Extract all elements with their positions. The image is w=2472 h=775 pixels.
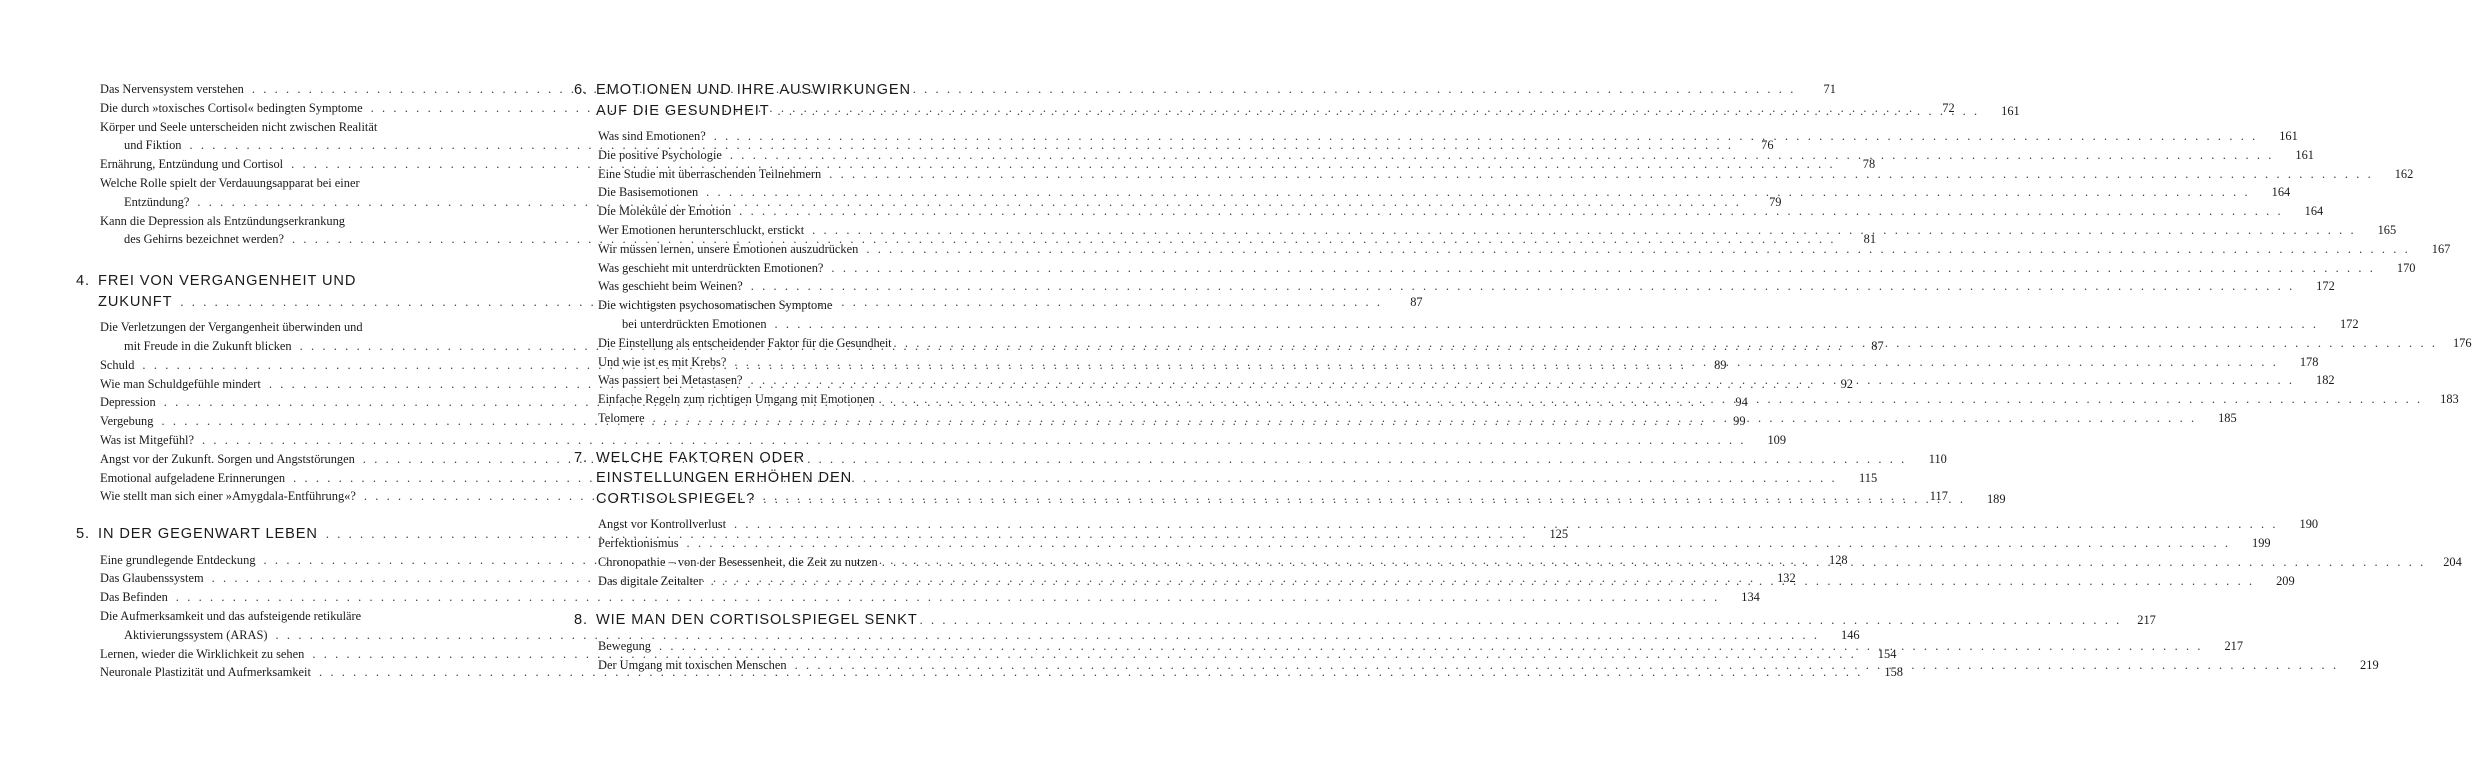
toc-entry[interactable]: Die positive Psychologie . . . 161 bbox=[598, 146, 946, 165]
page-number: 204 bbox=[2443, 554, 2462, 569]
page-number: 128 bbox=[1829, 552, 1848, 567]
toc-entry[interactable]: Emotional aufgeladene Erinnerungen . . . 115 bbox=[100, 469, 446, 488]
page-number: 189 bbox=[1986, 491, 2006, 506]
toc-entry[interactable]: Und wie ist es mit Krebs? . . . 178 bbox=[598, 353, 946, 372]
toc-entry[interactable]: Die Verletzungen der Vergangenheit überwinden und mit Freude in die Zukunft blicken . . . 87 bbox=[100, 318, 446, 356]
page-number: 172 bbox=[2316, 279, 2335, 294]
page-number: 176 bbox=[2452, 335, 2472, 350]
page-number: 161 bbox=[2279, 129, 2298, 143]
toc-entry[interactable]: Schuld . . . 89 bbox=[100, 356, 446, 375]
toc-entry[interactable]: Die Moleküle der Emotion . . . 164 bbox=[598, 202, 946, 221]
toc-entry[interactable]: Was sind Emotionen? . . . 161 bbox=[598, 127, 946, 146]
page-number: 99 bbox=[1733, 414, 1746, 429]
page-number: 87 bbox=[1871, 338, 1884, 353]
page-number: 125 bbox=[1549, 527, 1569, 542]
page-number: 161 bbox=[2001, 103, 2020, 118]
toc-entry[interactable]: Depression . . . 94 bbox=[100, 393, 446, 412]
toc-entry[interactable]: Kann die Depression als Entzündungserkrankung des Gehirns bezeichnet werden? . . . 81 bbox=[100, 212, 446, 250]
page-number: 162 bbox=[2394, 166, 2414, 181]
page-number: 146 bbox=[1841, 627, 1860, 642]
toc-entry[interactable]: Eine grundlegende Entdeckung . . . 128 bbox=[100, 551, 446, 570]
page-number: 89 bbox=[1714, 357, 1727, 372]
page-number: 81 bbox=[1863, 232, 1877, 247]
chapter-heading[interactable]: 8. WIE MAN DEN CORTISOLSPIEGEL SENKT . . . 217 bbox=[574, 610, 946, 631]
toc-entry[interactable]: Was passiert bei Metastasen? . . . 182 bbox=[598, 371, 946, 390]
page-number: 167 bbox=[2431, 241, 2451, 256]
toc-entry[interactable]: Das Nervensystem verstehen . . . 71 bbox=[100, 80, 446, 99]
chapter-number: 7. bbox=[574, 449, 588, 466]
page-number: 76 bbox=[1761, 138, 1774, 153]
page-number: 185 bbox=[2218, 410, 2237, 425]
chapter-heading[interactable]: 6. EMOTIONEN UND IHRE AUSWIRKUNGEN AUF DIE GESUNDHEIT . . . 161 bbox=[574, 80, 946, 121]
page-number: 217 bbox=[2137, 613, 2156, 628]
page-number: 183 bbox=[2440, 392, 2459, 407]
page-number: 79 bbox=[1769, 194, 1782, 209]
page-number: 199 bbox=[2252, 536, 2271, 551]
page-number: 172 bbox=[2339, 316, 2359, 331]
toc-entry[interactable]: Das digitale Zeitalter . . . 209 bbox=[598, 572, 946, 591]
toc-entry[interactable]: Welche Rolle spielt der Verdauungsapparat bei einer Entzündung? . . . 79 bbox=[100, 174, 446, 212]
page-number: 217 bbox=[2224, 638, 2244, 653]
chapter-heading[interactable]: 5. IN DER GEGENWART LEBEN . . . 125 bbox=[76, 524, 446, 545]
toc-entry[interactable]: Angst vor Kontrollverlust . . . 190 bbox=[598, 515, 946, 534]
page-number: 134 bbox=[1741, 590, 1760, 605]
toc-entry[interactable]: Telomere . . . 185 bbox=[598, 409, 946, 428]
page-number: 72 bbox=[1942, 100, 1955, 115]
toc-entry[interactable]: Eine Studie mit überraschenden Teilnehmern . . . 162 bbox=[598, 165, 946, 184]
toc-entry[interactable]: Die durch »toxisches Cortisol« bedingten Symptome . . . 72 bbox=[100, 99, 446, 118]
page-number: 182 bbox=[2316, 373, 2335, 388]
page-number: 158 bbox=[1884, 665, 1903, 680]
toc-entry[interactable]: Wie stellt man sich einer »Amygdala-Entführung«? . . . 117 bbox=[100, 487, 446, 506]
toc-entry[interactable]: Die wichtigsten psychosomatischen Symptome bei unterdrückten Emotionen . . . 172 bbox=[598, 296, 946, 334]
toc-entry[interactable]: Das Befinden . . . 134 bbox=[100, 588, 446, 607]
page-number: 209 bbox=[2276, 573, 2295, 588]
page-number: 219 bbox=[2360, 657, 2379, 672]
page-number: 92 bbox=[1840, 376, 1853, 391]
toc-entry[interactable]: Neuronale Plastizität und Aufmerksamkeit . . . 158 bbox=[100, 663, 446, 682]
toc-entry[interactable]: Wir müssen lernen, unsere Emotionen auszudrücken . . . 167 bbox=[598, 240, 946, 259]
toc-entry[interactable]: Einfache Regeln zum richtigen Umgang mit Emotionen . . . 183 bbox=[598, 390, 946, 409]
page-number: 109 bbox=[1767, 432, 1787, 447]
page-number: 110 bbox=[1928, 451, 1947, 466]
toc-entry[interactable]: Die Einstellung als entscheidender Faktor für die Gesundheit . . . 176 bbox=[598, 334, 946, 353]
toc-entry[interactable]: Was ist Mitgefühl? . . . 109 bbox=[100, 431, 446, 450]
toc-entry[interactable]: Das Glaubenssystem . . . 132 bbox=[100, 569, 446, 588]
toc-entry[interactable]: Vergebung . . . 99 bbox=[100, 412, 446, 431]
toc-entry[interactable]: Was geschieht mit unterdrückten Emotionen? . . . 170 bbox=[598, 259, 946, 278]
page-number: 190 bbox=[2299, 517, 2319, 532]
toc-entry[interactable]: Der Umgang mit toxischen Menschen . . . 219 bbox=[598, 656, 946, 675]
toc-entry[interactable]: Chronopathie – von der Besessenheit, die Zeit zu nutzen . . . 204 bbox=[598, 553, 946, 572]
page-number: 164 bbox=[2304, 204, 2324, 219]
toc-entry[interactable]: Angst vor der Zukunft. Sorgen und Angststörungen . . . 110 bbox=[100, 450, 446, 469]
toc-entry[interactable]: Wie man Schuldgefühle mindert . . . 92 bbox=[100, 375, 446, 394]
page-number: 161 bbox=[2295, 147, 2314, 162]
toc-entry[interactable]: Die Aufmerksamkeit und das aufsteigende retikuläre Aktivierungssystem (ARAS) . . . 146 bbox=[100, 607, 446, 645]
chapter-number: 8. bbox=[574, 612, 588, 629]
page-number: 164 bbox=[2271, 185, 2291, 200]
toc-entry[interactable]: Die Basisemotionen . . . 164 bbox=[598, 183, 946, 202]
toc-entry[interactable]: Wer Emotionen herunterschluckt, erstickt . . . 165 bbox=[598, 221, 946, 240]
toc-entry[interactable]: Bewegung . . . 217 bbox=[598, 637, 946, 656]
page-number: 117 bbox=[1929, 489, 1948, 504]
toc-entry[interactable]: Körper und Seele unterscheiden nicht zwischen Realität und Fiktion . . . 76 bbox=[100, 118, 446, 156]
page-number: 170 bbox=[2396, 260, 2416, 275]
toc-entry[interactable]: Lernen, wieder die Wirklichkeit zu sehen . . . 154 bbox=[100, 645, 446, 664]
page-number: 94 bbox=[1735, 395, 1748, 410]
page-number: 78 bbox=[1862, 157, 1876, 172]
chapter-heading[interactable]: 7. WELCHE FAKTOREN ODER EINSTELLUNGEN ERHÖHEN DEN CORTISOLSPIEGEL? . . . 189 bbox=[574, 448, 946, 510]
page-number: 115 bbox=[1859, 470, 1878, 485]
page-number: 165 bbox=[2377, 222, 2397, 237]
toc-entry[interactable]: Ernährung, Entzündung und Cortisol . . . 78 bbox=[100, 155, 446, 174]
page-number: 71 bbox=[1823, 82, 1836, 96]
chapter-number: 4. bbox=[76, 273, 90, 290]
toc-entry[interactable]: Perfektionismus . . . 199 bbox=[598, 534, 946, 553]
chapter-number: 6. bbox=[574, 82, 588, 98]
page-number: 87 bbox=[1410, 294, 1423, 309]
chapter-number: 5. bbox=[76, 526, 90, 543]
page-number: 154 bbox=[1877, 646, 1897, 661]
chapter-heading[interactable]: 4. FREI VON VERGANGENHEIT UND ZUKUNFT . . . 87 bbox=[76, 271, 446, 312]
page-number: 132 bbox=[1777, 571, 1796, 586]
toc-entry[interactable]: Was geschieht beim Weinen? . . . 172 bbox=[598, 277, 946, 296]
page-number: 178 bbox=[2299, 354, 2319, 369]
